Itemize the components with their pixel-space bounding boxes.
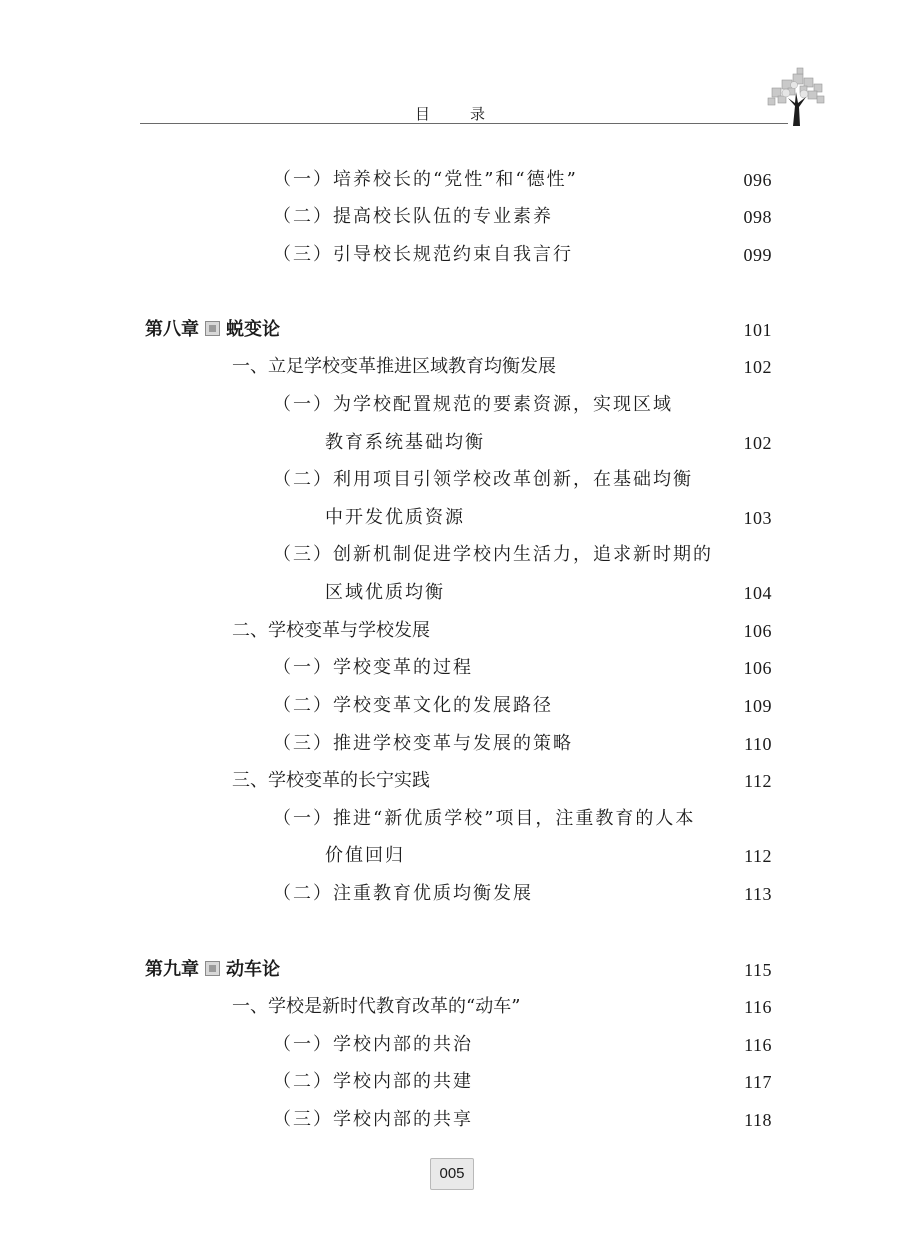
toc-entry-text: （一）学校变革的过程 <box>273 657 473 678</box>
toc-page-number: 102 <box>743 357 772 377</box>
toc-entry-text: 一、学校是新时代教育改革的“动车” <box>232 996 521 1017</box>
toc-entry-text: （二）注重教育优质均衡发展 <box>273 883 533 904</box>
toc-page-number: 116 <box>744 997 772 1017</box>
toc-chapter-row[interactable] <box>0 315 900 345</box>
toc-chapter-row[interactable] <box>0 955 900 985</box>
toc-entry-text: 教育系统基础均衡 <box>325 432 485 453</box>
chapter-square-icon <box>205 961 220 976</box>
toc-page-number: 112 <box>744 846 772 866</box>
toc-entry-text: （三）引导校长规范约束自我言行 <box>273 244 573 265</box>
toc-page-number: 099 <box>743 245 772 265</box>
toc-row[interactable] <box>0 540 900 570</box>
toc-entry-text: 一、立足学校变革推进区域教育均衡发展 <box>232 356 556 377</box>
chapter-title: 蜕变论 <box>226 319 280 340</box>
toc-page-number: 106 <box>743 621 772 641</box>
toc-row[interactable] <box>0 729 900 759</box>
chapter-title: 动车论 <box>226 959 280 980</box>
toc-page-number: 116 <box>744 1035 772 1055</box>
toc-entry-text: 区域优质均衡 <box>325 582 445 603</box>
header-title-right: 录 <box>470 105 486 123</box>
toc-row[interactable] <box>0 165 900 195</box>
toc-page-number: 101 <box>743 320 772 340</box>
toc-entry-text: （二）学校变革文化的发展路径 <box>273 695 553 716</box>
toc-row[interactable] <box>0 653 900 683</box>
toc-page-number: 098 <box>743 207 772 227</box>
chapter-number: 第八章 <box>145 319 199 340</box>
toc-page-number: 104 <box>743 583 772 603</box>
toc-page-number: 118 <box>744 1110 772 1130</box>
tree-logo-icon <box>764 66 828 128</box>
toc-entry-text: （一）培养校长的“党性”和“德性” <box>273 169 578 190</box>
toc-row[interactable] <box>0 616 900 646</box>
toc-entry-text: （三）创新机制促进学校内生活力，追求新时期的 <box>273 544 713 565</box>
toc-entry-text: 二、学校变革与学校发展 <box>232 620 430 641</box>
toc-row[interactable] <box>0 202 900 232</box>
toc-row[interactable] <box>0 879 900 909</box>
toc-row[interactable] <box>0 428 900 458</box>
toc-page-number: 113 <box>744 884 772 904</box>
toc-row[interactable] <box>0 390 900 420</box>
page-number: 005 <box>430 1158 474 1190</box>
toc-row[interactable] <box>0 352 900 382</box>
toc-page-number: 106 <box>743 658 772 678</box>
toc-row[interactable] <box>0 1030 900 1060</box>
toc-entry-text: （一）学校内部的共治 <box>273 1034 473 1055</box>
toc-row[interactable] <box>0 992 900 1022</box>
header-title-left: 目 <box>414 105 430 123</box>
toc-entry-text: （二）提高校长队伍的专业素养 <box>273 206 553 227</box>
toc-row[interactable] <box>0 804 900 834</box>
toc-page-number: 110 <box>744 734 772 754</box>
chapter-square-icon <box>205 321 220 336</box>
header-rule <box>140 123 788 124</box>
toc-entry-text: （三）推进学校变革与发展的策略 <box>273 733 573 754</box>
toc-entry-text: （一）推进“新优质学校”项目，注重教育的人本 <box>273 808 696 829</box>
toc-entry-text: （二）学校内部的共建 <box>273 1071 473 1092</box>
toc-row[interactable] <box>0 465 900 495</box>
toc-entry-text: （二）利用项目引领学校改革创新，在基础均衡 <box>273 469 693 490</box>
toc-row[interactable] <box>0 1067 900 1097</box>
toc-page-number: 109 <box>743 696 772 716</box>
toc-page-number: 103 <box>743 508 772 528</box>
toc-row[interactable] <box>0 841 900 871</box>
toc-row[interactable] <box>0 691 900 721</box>
toc-page-number: 096 <box>743 170 772 190</box>
toc-page-number: 117 <box>744 1072 772 1092</box>
toc-entry-text: 中开发优质资源 <box>325 507 465 528</box>
toc-row[interactable] <box>0 240 900 270</box>
toc-page-number: 115 <box>744 960 772 980</box>
toc-page-number: 102 <box>743 433 772 453</box>
toc-entry-text: 价值回归 <box>325 845 405 866</box>
toc-row[interactable] <box>0 1105 900 1135</box>
toc-entry-text: 三、学校变革的长宁实践 <box>232 770 430 791</box>
toc-entry-text: （一）为学校配置规范的要素资源，实现区域 <box>273 394 673 415</box>
toc-page-number: 112 <box>744 771 772 791</box>
toc-row[interactable] <box>0 766 900 796</box>
toc-row[interactable] <box>0 578 900 608</box>
chapter-number: 第九章 <box>145 959 199 980</box>
toc-row[interactable] <box>0 503 900 533</box>
toc-entry-text: （三）学校内部的共享 <box>273 1109 473 1130</box>
